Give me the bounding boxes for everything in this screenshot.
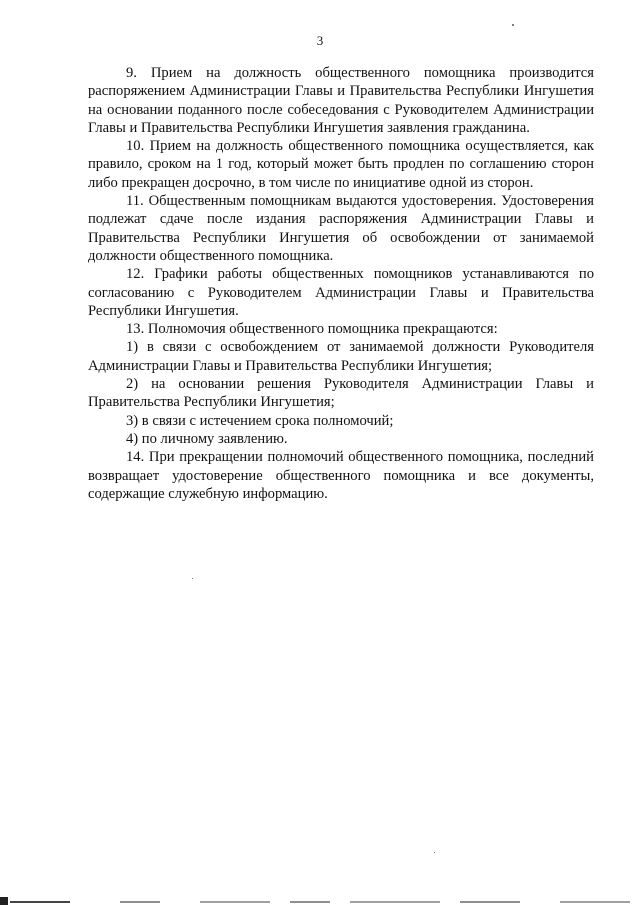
- paragraph-13: 13. Полномочия общественного помощника прекращаются:: [126, 321, 498, 338]
- page-number: 3: [316, 33, 324, 48]
- paragraph-14: 14. При прекращении полномочий общественного помощника, последний возвращает удостоверение общественного помощника и все документы, содержащие служебную информацию.: [88, 449, 594, 502]
- scan-edge-artifact: [0, 895, 640, 905]
- scan-line: [200, 901, 270, 903]
- paragraph-12: 12. Графики работы общественных помощников устанавливаются по согласованию с Руководителем Администрации Главы и Правительства Республики Ингушетия.: [88, 266, 594, 319]
- scan-speck: [512, 24, 514, 26]
- paragraph-13-item-4: 4) по личному заявлению.: [126, 430, 288, 447]
- scan-speck: [192, 578, 193, 579]
- document-body: [88, 64, 594, 503]
- scan-line: [10, 901, 70, 903]
- scan-speck: [434, 852, 435, 853]
- paragraph-13-item-2: 2) на основании решения Руководителя Администрации Главы и Правительства Республики Ингушетия;: [88, 376, 594, 411]
- scan-line: [120, 901, 160, 903]
- paragraph-11: 11. Общественным помощникам выдаются удостоверения. Удостоверения подлежат сдаче после издания распоряжения Администрации Главы и Правительства Республики Ингушетия об освобождении от занимаемой должности общественного помощника.: [88, 193, 594, 264]
- scan-line: [290, 901, 330, 903]
- scan-line: [560, 901, 630, 903]
- paragraph-9: 9. Прием на должность общественного помощника производится распоряжением Администрации Главы и Правительства Республики Ингушетия на основании поданного после собеседования с Руководителем Администрации Главы и Правительства Республики Ингушетия заявления гражданина.: [88, 65, 594, 136]
- scan-corner-mark: [0, 897, 8, 905]
- scan-line: [460, 901, 520, 903]
- paragraph-13-item-1: 1) в связи с освобождением от занимаемой должности Руководителя Администрации Главы и Правительства Республики Ингушетия;: [88, 339, 594, 374]
- paragraph-13-item-3: 3) в связи с истечением срока полномочий;: [126, 412, 394, 429]
- scan-line: [350, 901, 440, 903]
- paragraph-10: 10. Прием на должность общественного помощника осуществляется, как правило, сроком на 1 год, который может быть продлен по соглашению сторон либо прекращен досрочно, в том числе по инициативе одной из сторон.: [88, 138, 594, 191]
